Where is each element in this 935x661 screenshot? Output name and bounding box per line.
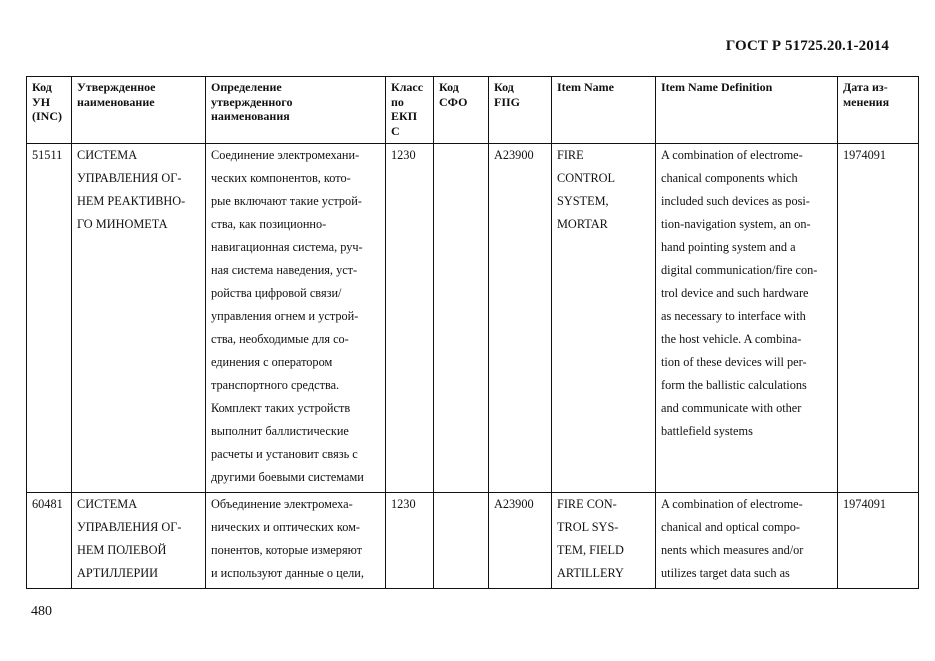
page-number: 480 [31, 604, 52, 619]
cell-item-name: FIRE CONTROL SYSTEM, MORTAR [552, 144, 656, 493]
cell-sfo [434, 144, 489, 493]
cell-item-definition: A combination of electrome- chanical and optical compo- nents which measures and/or utilizes target data such as [656, 493, 838, 589]
column-header-inc: Код УН (INC) [27, 77, 72, 144]
cell-class: 1230 [386, 144, 434, 493]
table-row [27, 144, 919, 493]
cell-change-date: 1974091 [838, 144, 919, 493]
standard-number: ГОСТ Р 51725.20.1-2014 [725, 38, 889, 54]
nomenclature-table [26, 76, 919, 589]
column-header-approved-name: Утвержденное наименование [72, 77, 206, 144]
cell-fiig: A23900 [489, 493, 552, 589]
column-header-fiig: Код FIIG [489, 77, 552, 144]
table-row [27, 493, 919, 589]
cell-inc: 51511 [27, 144, 72, 493]
cell-fiig: A23900 [489, 144, 552, 493]
cell-item-definition: A combination of electrome- chanical components which included such devices as posi- tion-navigation system, an on- hand pointing system and a digital communication/fire con- trol device and such hardware as necessary to interface with the host vehicle. A combina- tion of these devices will per- form the ballistic calculations and communicate with other battlefield systems [656, 144, 838, 493]
cell-inc: 60481 [27, 493, 72, 589]
cell-change-date: 1974091 [838, 493, 919, 589]
cell-approved-name: СИСТЕМА УПРАВЛЕНИЯ ОГ- НЕМ ПОЛЕВОЙ АРТИЛЛЕРИИ [72, 493, 206, 589]
cell-class: 1230 [386, 493, 434, 589]
column-header-sfo: Код СФО [434, 77, 489, 144]
cell-definition: Соединение электромехани- ческих компонентов, кото- рые включают такие устрой- ства, как позиционно- навигационная система, руч- ная система наведения, уст- ройства цифровой связи/ управления огнем и устрой- ства, необходимые для со- единения с оператором транспортного средства. Комплект таких устройств выполнит баллистические расчеты и установит связь с другими боевыми системами [206, 144, 386, 493]
cell-sfo [434, 493, 489, 589]
cell-item-name: FIRE CON- TROL SYS- TEM, FIELD ARTILLERY [552, 493, 656, 589]
table-header-row [27, 77, 919, 144]
column-header-change-date: Дата из- менения [838, 77, 919, 144]
cell-approved-name: СИСТЕМА УПРАВЛЕНИЯ ОГ- НЕМ РЕАКТИВНО- ГО МИНОМЕТА [72, 144, 206, 493]
column-header-item-name: Item Name [552, 77, 656, 144]
column-header-item-name-definition: Item Name Definition [656, 77, 838, 144]
column-header-class: Класс по ЕКП С [386, 77, 434, 144]
cell-definition: Объединение электромеха- нических и оптических ком- понентов, которые измеряют и используют данные о цели, [206, 493, 386, 589]
column-header-definition: Определение утвержденного наименования [206, 77, 386, 144]
